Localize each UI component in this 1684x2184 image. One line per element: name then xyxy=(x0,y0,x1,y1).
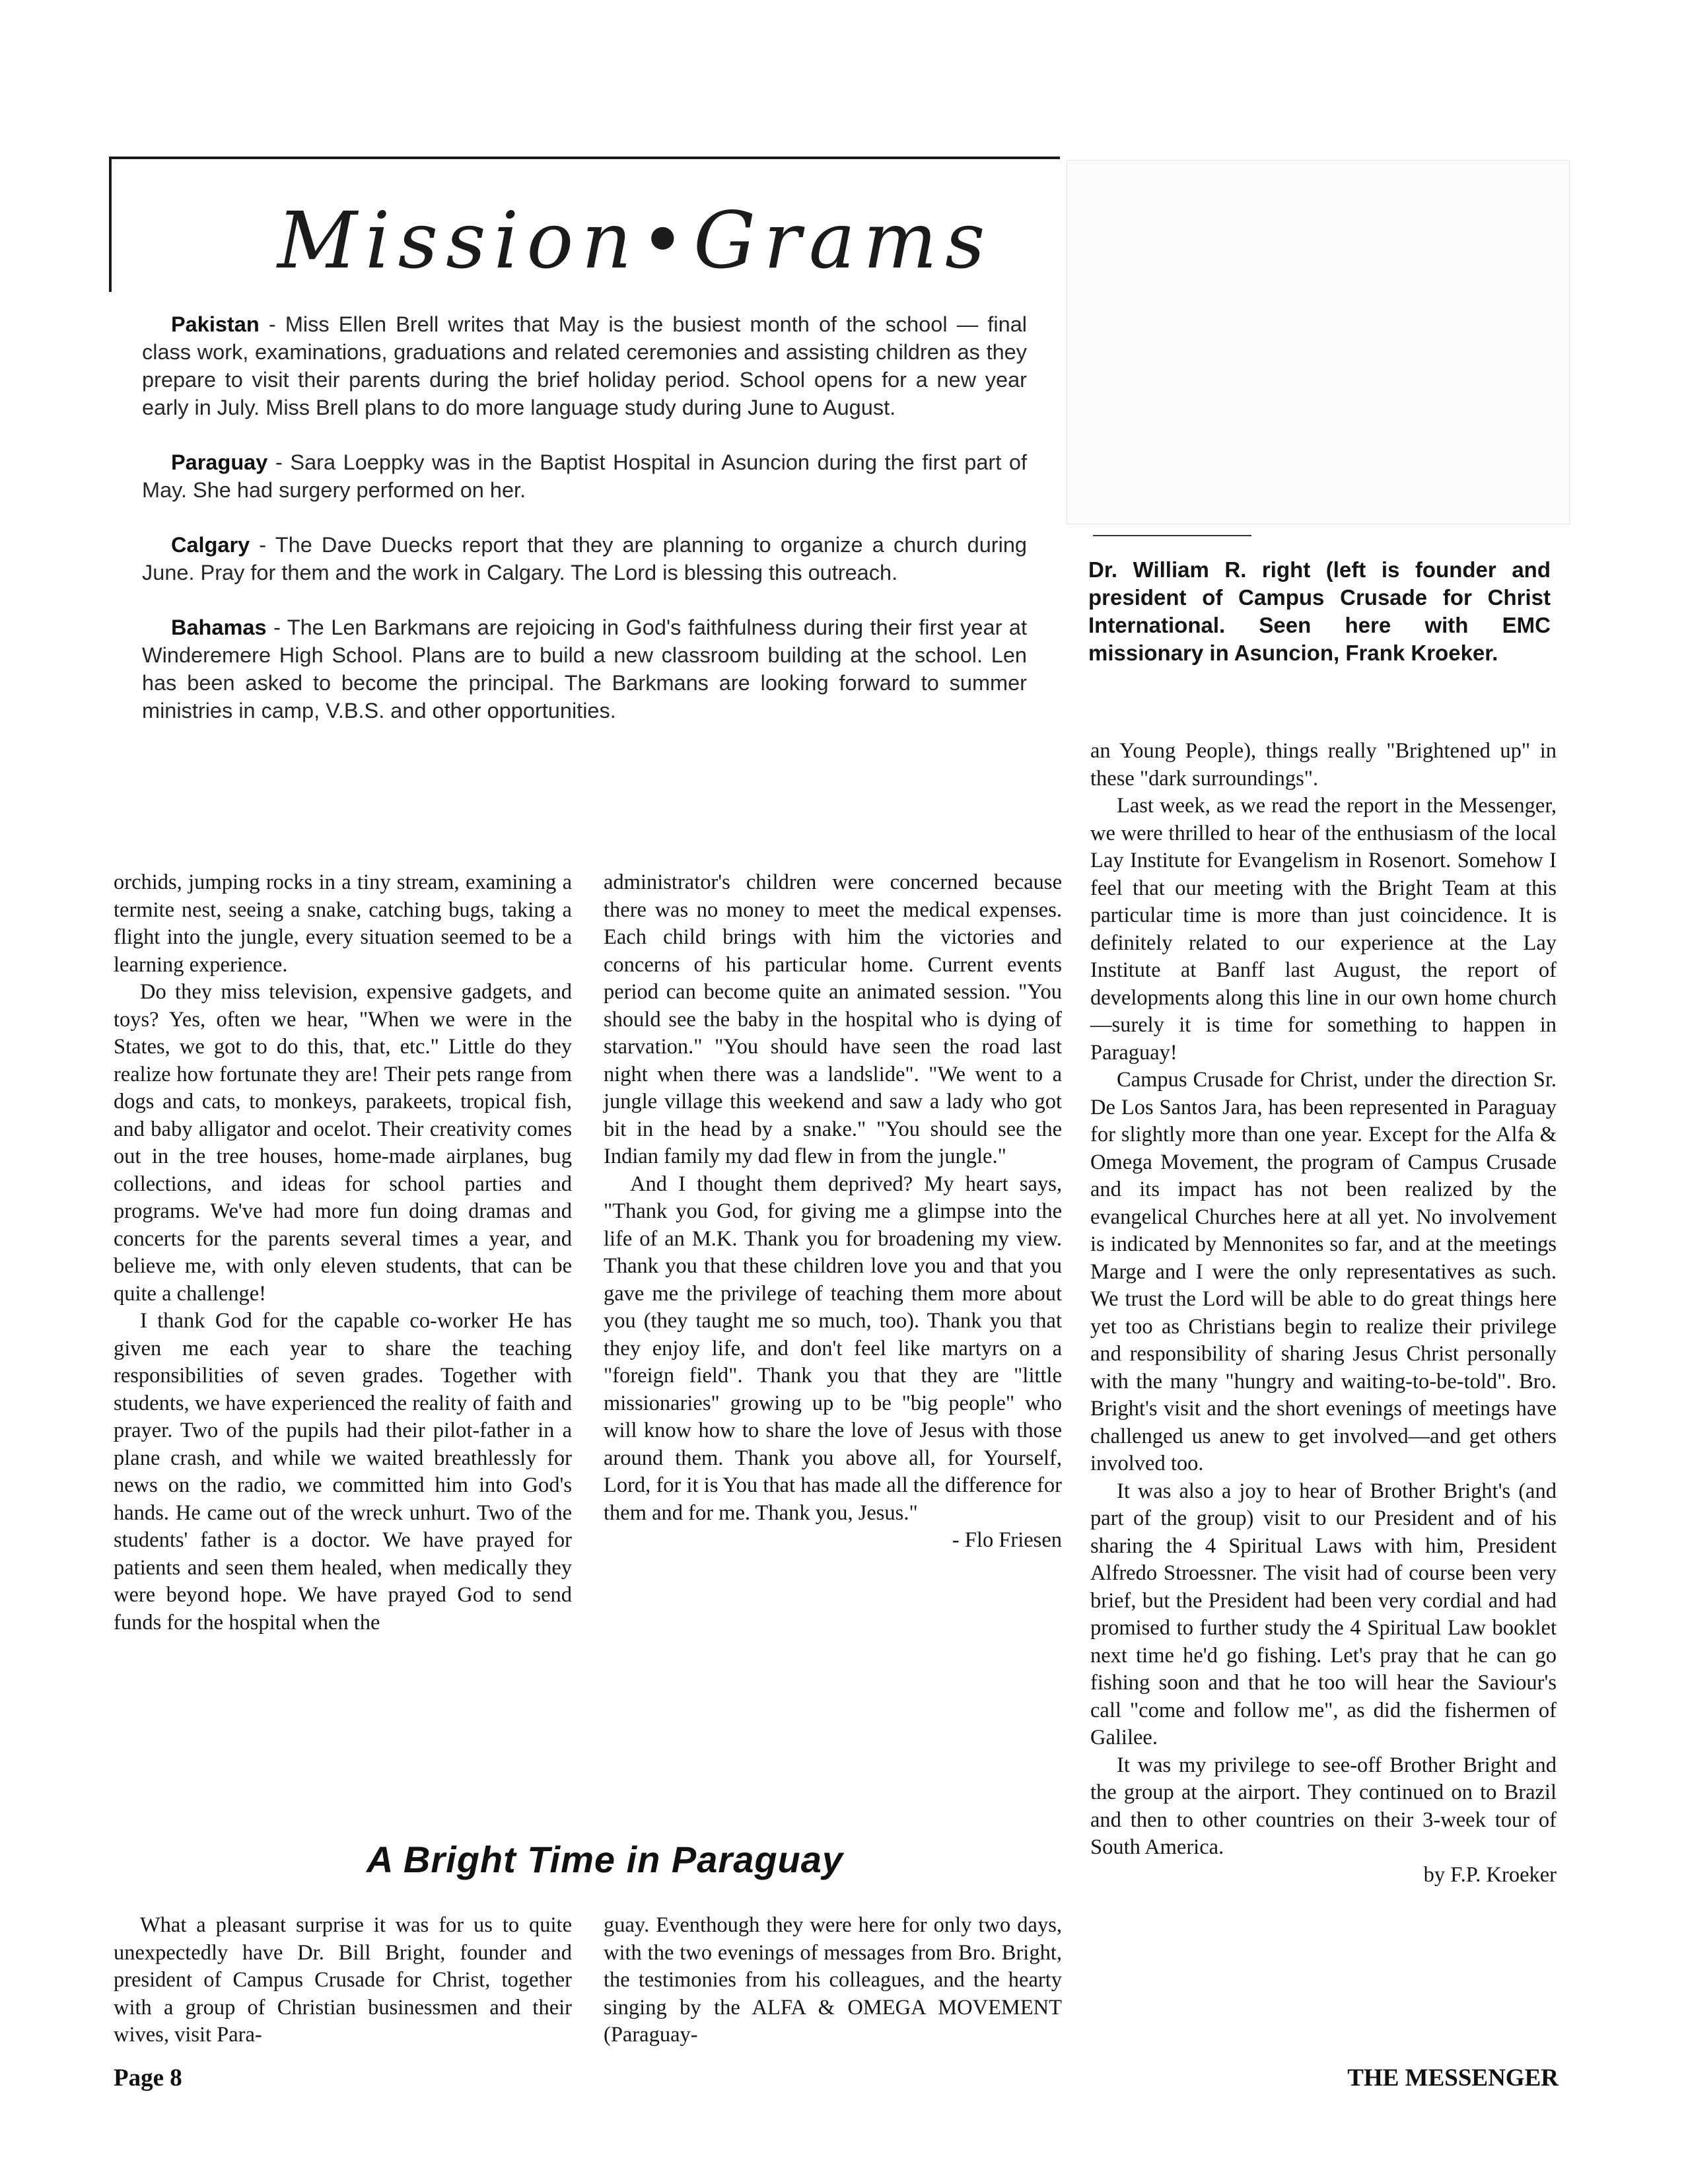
gram-region: Calgary xyxy=(171,533,250,557)
photo-caption: Dr. William R. right (left is founder and president of Campus Crusade for Christ International. Seen here with EMC missionary in Asuncion, Frank Kroeker. xyxy=(1088,557,1551,665)
paragraph: What a pleasant surprise it was for us to quite unexpectedly have Dr. Bill Bright, founder and president of Campus Crusade for Christ, together with a group of Christian businessmen and their wives, visit Para- xyxy=(114,1913,572,2047)
flo-article-column-2 xyxy=(604,869,1062,1555)
gram-region: Paraguay xyxy=(171,450,268,474)
gram-text: Miss Ellen Brell writes that May is the busiest month of the school — final class work, examinations, graduations and related ceremonies and assisting children as they prepare to visit their parents during the brief holiday period. School opens for a new year early in July. Miss Brell plans to do more language study during June to August. xyxy=(142,312,1027,419)
section-title: Mission•Grams xyxy=(277,195,993,286)
paragraph: Last week, as we read the report in the Messenger, we were thrilled to hear of the enthusiasm of the local Lay Institute for Evangelism in Rosenort. Somehow I feel that our meeting with the Bright Team at this particular time is more than just coincidence. It is definitely related to our experience at the Lay Institute at Banff last August, the report of developments along this line in our own home church—surely it is time for something to happen in Paraguay! xyxy=(1090,794,1557,1065)
bright-article-column-1 xyxy=(114,1912,572,2049)
bright-article-column-3 xyxy=(1090,738,1557,1889)
photo-area xyxy=(1067,160,1570,524)
paragraph: It was also a joy to hear of Brother Bright's (and part of the group) visit to our President and of his sharing the 4 Spiritual Laws with him, President Alfredo Stroessner. The visit had of course been very brief, but the President had been very cordial and had promised to further study the 4 Spiritual Law booklet next time he'd go fishing. Let's pray that he can go fishing soon and that he too will hear the Saviour's call "come and follow me", as did the fishermen of Galilee. xyxy=(1090,1479,1557,1749)
gram-region: Pakistan xyxy=(171,312,260,336)
page-number: Page 8 xyxy=(114,2064,182,2092)
flo-article-signature: - Flo Friesen xyxy=(952,1528,1062,1552)
gram-paraguay: Paraguay - Sara Loeppky was in the Baptist Hospital in Asuncion during the first part of May. She had surgery performed on her. xyxy=(142,450,1027,502)
paragraph: And I thought them deprived? My heart says, "Thank you God, for giving me a glimpse into the life of an M.K. Thank you for broadening my view. Thank you that these children love you and that you gave me the privilege of teaching them more about you (they taught me so much, too). Thank you that they enjoy life, and don't feel like martyrs on a "foreign field". Thank you that they are "little missionaries" growing up to be "big people" who will know how to share the love of Jesus with those around them. Thank you above all, for Yourself, Lord, for it is You that has made all the difference for them and for me. Thank you, Jesus." xyxy=(604,1172,1062,1525)
paragraph: an Young People), things really "Brightened up" in these "dark surroundings". xyxy=(1090,739,1557,791)
paragraph: It was my privilege to see-off Brother Bright and the group at the airport. They continued on to Brazil and then to other countries on their 3-week tour of South America. xyxy=(1090,1753,1557,1859)
bright-article-signature: by F.P. Kroeker xyxy=(1423,1862,1557,1887)
paragraph: Campus Crusade for Christ, under the direction Sr. De Los Santos Jara, has been represented in Paraguay for slightly more than one year. Except for the Alfa & Omega Movement, the program of Campus Crusade and its impact has not been realized by the evangelical Churches here at all yet. No involvement is indicated by Mennonites so far, and at the meetings Marge and I were the only representatives as such. We trust the Lord will be able to do great things here yet too as Christians begin to realize their privilege and responsibility of sharing Jesus Christ personally with the many "hungry and waiting-to-be-told". Bro. Bright's visit and the short evenings of meetings have challenged us anew to get involved—and get others involved too. xyxy=(1090,1068,1557,1475)
gram-bahamas: Bahamas - The Len Barkmans are rejoicing in God's faithfulness during their first year at Winderemere High School. Plans are to build a new classroom building at the school. Len has been asked to become the principal. The Barkmans are looking forward to summer ministries in camp, V.B.S. and other opportunities. xyxy=(142,616,1027,722)
flo-article-column-1 xyxy=(114,869,572,1637)
gram-calgary: Calgary - The Dave Duecks report that they are planning to organize a church during June. Pray for them and the work in Calgary. The Lord is blessing this outreach. xyxy=(142,533,1027,584)
gram-text: Sara Loeppky was in the Baptist Hospital in Asuncion during the first part of May. She had surgery performed on her. xyxy=(142,450,1027,502)
gram-text: The Len Barkmans are rejoicing in God's faithfulness during their first year at Winderemere High School. Plans are to build a new classroom building at the school. Len has been asked to become the principal. The Barkmans are looking forward to summer ministries in camp, V.B.S. and other opportunities. xyxy=(142,616,1027,722)
paragraph: administrator's children were concerned because there was no money to meet the medical expenses. Each child brings with him the victories and concerns of his particular home. Current events period can become quite an animated session. "You should see the baby in the hospital who is dying of starvation." "You should have seen the road last night when there was a landslide". "We went to a jungle village this weekend and saw a lady who got bit in the head by a snake." "You should see the Indian family my dad flew in from the jungle." xyxy=(604,870,1062,1168)
paragraph: Do they miss television, expensive gadgets, and toys? Yes, often we hear, "When we were in the States, we got to do this, that, etc." Little do they realize how fortunate they are! Their pets range from dogs and cats, to monkeys, parakeets, tropical fish, and baby alligator and ocelot. Their creativity comes out in the tree houses, home-made airplanes, bug collections, and ideas for school parties and programs. We've had more fun doing dramas and concerts for the parents several times a year, and believe me, with only eleven students, that can be quite a challenge! xyxy=(114,980,572,1306)
bright-article-column-2 xyxy=(604,1912,1062,2049)
header-frame-left-rule xyxy=(109,157,112,292)
mission-grams xyxy=(142,310,1027,752)
publication-name: THE MESSENGER xyxy=(1347,2064,1559,2092)
gram-region: Bahamas xyxy=(171,616,267,639)
article-title: A Bright Time in Paraguay xyxy=(367,1839,844,1880)
caption-rule xyxy=(1093,535,1251,536)
gram-pakistan: Pakistan - Miss Ellen Brell writes that May is the busiest month of the school — final class work, examinations, graduations and related ceremonies and assisting children as they prepare to visit their parents during the brief holiday period. School opens for a new year early in July. Miss Brell plans to do more language study during June to August. xyxy=(142,312,1027,419)
gram-text: The Dave Duecks report that they are planning to organize a church during June. Pray for them and the work in Calgary. The Lord is blessing this outreach. xyxy=(142,533,1027,584)
paragraph: guay. Eventhough they were here for only two days, with the two evenings of messages from Bro. Bright, the testimonies from his colleagues, and the hearty singing by the ALFA & OMEGA MOVEMENT (Paraguay- xyxy=(604,1913,1062,2047)
paragraph: I thank God for the capable co-worker He has given me each year to share the teaching responsibilities of seven grades. Together with students, we have experienced the reality of faith and prayer. Two of the pupils had their pilot-father in a plane crash, and while we waited breathlessly for news on the radio, we committed him into God's hands. He came out of the wreck unhurt. Two of the students' father is a doctor. We have prayed for patients and seen them healed, when medically they were beyond hope. We have prayed God to send funds for the hospital when the xyxy=(114,1309,572,1635)
header-frame-top-rule xyxy=(109,157,1060,159)
paragraph: orchids, jumping rocks in a tiny stream, examining a termite nest, seeing a snake, catching bugs, taking a flight into the jungle, every situation seemed to be a learning experience. xyxy=(114,870,572,977)
